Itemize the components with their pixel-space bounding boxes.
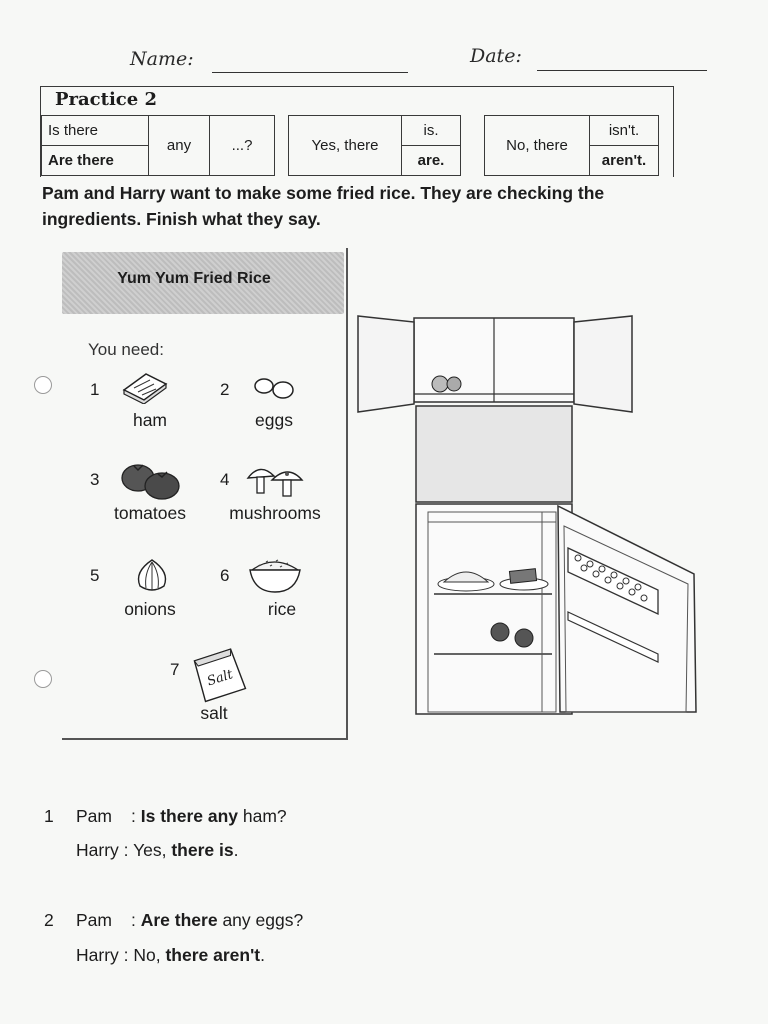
you-need-label: You need:	[88, 340, 164, 359]
cell-arent: aren't.	[590, 146, 659, 176]
cell-are-there: Are there	[42, 146, 149, 176]
answer-bold: Is there any	[140, 806, 239, 826]
fridge-body	[416, 504, 572, 714]
date-label: Date:	[470, 45, 522, 67]
item-label-rice: rice	[267, 599, 297, 619]
line-post: .	[233, 840, 239, 860]
rice-bowl-icon	[246, 552, 304, 596]
date-field[interactable]	[537, 70, 707, 71]
line-pre: Yes,	[133, 840, 172, 860]
item-number: 4	[220, 470, 230, 489]
binder-hole	[34, 376, 52, 394]
ham-icon	[120, 368, 170, 404]
cell-is: is.	[402, 116, 461, 146]
practice-title: Practice 2	[55, 89, 157, 110]
tomatoes-icon	[118, 460, 184, 502]
cell-no-there: No, there	[485, 116, 590, 176]
item-label-onions: onions	[124, 599, 176, 619]
line-rest: ham?	[238, 806, 287, 826]
binder-hole	[34, 670, 52, 688]
item-label-mushrooms: mushrooms	[229, 503, 321, 523]
pam-line: : Are there any eggs?	[131, 910, 304, 930]
item-number: 1	[90, 380, 100, 399]
speaker-harry-label: Harry	[76, 945, 119, 965]
name-label: Name:	[130, 48, 194, 70]
line-post: .	[260, 945, 265, 965]
speaker-harry: Harry : No, there aren't.	[76, 945, 265, 965]
speaker-harry: Harry : Yes, there is.	[76, 840, 239, 860]
item-number: 3	[90, 470, 100, 489]
dialogue-number: 1	[44, 806, 54, 826]
grammar-table-yes	[288, 115, 461, 176]
cell-are: are.	[402, 146, 461, 176]
item-label-ham: ham	[132, 410, 168, 430]
item-label-salt: salt	[200, 703, 228, 723]
recipe-title: Yum Yum Fried Rice	[117, 270, 271, 287]
item-label-tomatoes: tomatoes	[114, 503, 186, 523]
pam-line: : Is there any ham?	[131, 806, 287, 826]
dialogue-number: 2	[44, 910, 54, 930]
cupboard-door-left	[358, 316, 414, 412]
mushrooms-icon	[244, 462, 306, 502]
answer-bold: there is	[171, 840, 234, 860]
item-number: 7	[170, 660, 180, 679]
item-number: 2	[220, 380, 230, 399]
cell-is-there: Is there	[42, 116, 149, 146]
speaker-pam: Pam	[76, 806, 112, 826]
line-pre: No,	[133, 945, 166, 965]
cupboard-door-right	[574, 316, 632, 412]
grammar-table-question	[41, 115, 275, 176]
line-rest: any eggs?	[217, 910, 304, 930]
salt-bag-icon	[188, 646, 250, 704]
instructions: Pam and Harry want to make some fried rice. They are checking the ingredients. Finish what they say.	[42, 183, 605, 229]
onion-icon	[130, 556, 174, 596]
answer-bold: there aren't	[165, 945, 261, 965]
answer-bold: Are there	[140, 910, 218, 930]
cell-any: any	[149, 116, 210, 176]
item-number: 5	[90, 566, 100, 585]
speaker-pam: Pam	[76, 910, 112, 930]
cell-ellipsis: ...?	[210, 116, 275, 176]
cell-yes-there: Yes, there	[289, 116, 402, 176]
fridge-door-open	[558, 506, 696, 712]
fridge-illustration	[354, 312, 704, 717]
cell-isnt: isn't.	[590, 116, 659, 146]
freezer-door	[416, 406, 572, 502]
grammar-table-no	[484, 115, 659, 176]
item-number: 6	[220, 566, 230, 585]
speaker-harry-label: Harry	[76, 840, 119, 860]
item-label-eggs: eggs	[255, 410, 293, 430]
eggs-icon	[250, 374, 300, 402]
name-field[interactable]	[212, 72, 408, 73]
salt-bag-text: Salt	[205, 667, 235, 690]
